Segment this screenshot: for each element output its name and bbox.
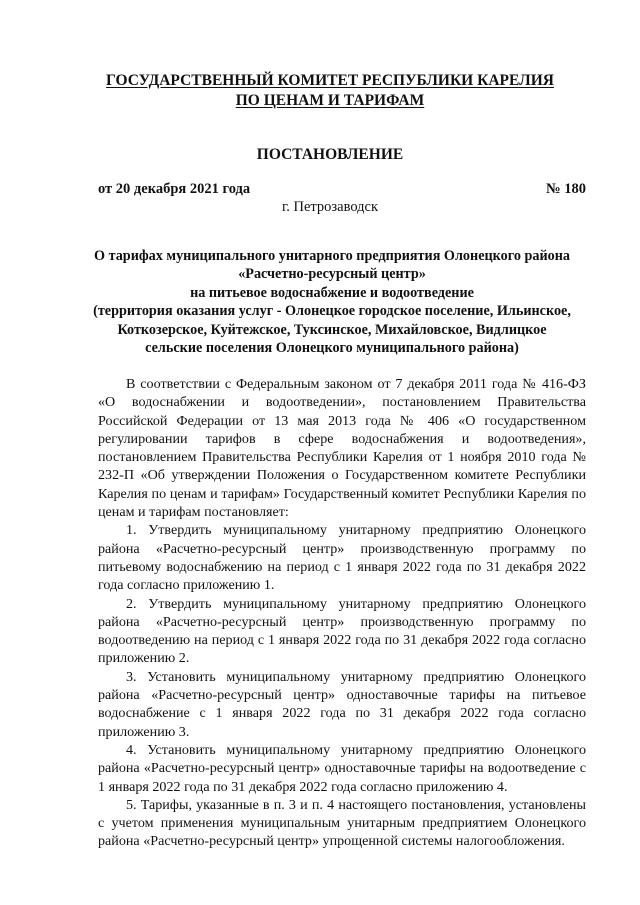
body-item-2: 2. Утвердить муниципальному унитарному предприятию Олонецкого района «Расчетно-ресурсный центр» производственную программу по водоотведению на период с 1 января 2022 года по 31 декабря 2022 года согласно приложению 2.	[98, 595, 586, 667]
title-line: «Расчетно-ресурсный центр»	[238, 266, 426, 283]
document-city: г. Петрозаводск	[281, 199, 379, 215]
body-item-1: 1. Утвердить муниципальному унитарному предприятию Олонецкого района «Расчетно-ресурсный центр» производственную программу по питьевому водоснабжению на период с 1 января 2022 года по 31 декабря 2022 года согласно приложению 1.	[98, 522, 586, 594]
issuer-header-line-1: ГОСУДАРСТВЕННЫЙ КОМИТЕТ РЕСПУБЛИКИ КАРЕЛИЯ	[106, 72, 554, 89]
title-line: О тарифах муниципального унитарного предприятия Олонецкого района	[93, 248, 570, 264]
title-line: (территория оказания услуг - Олонецкое городское поселение, Ильинское,	[93, 303, 571, 320]
issuer-header-line-2: ПО ЦЕНАМ И ТАРИФАМ	[235, 92, 425, 109]
title-line: Коткозерское, Куйтежское, Туксинское, Михайловское, Видлицкое	[117, 321, 547, 338]
body-item-5: 5. Тарифы, указанные в п. 3 и п. 4 настоящего постановления, установлены с учетом применения муниципальным унитарным предприятием Олонецкого района «Расчетно-ресурсный центр» упрощенной системы налогообложения.	[98, 796, 586, 850]
document-title	[72, 247, 592, 357]
document-number: № 180	[546, 181, 586, 197]
body-item-3: 3. Установить муниципальному унитарному предприятию Олонецкого района «Расчетно-ресурсный центр» одноставочные тарифы на питьевое водоснабжение с 1 января 2022 года по 31 декабря 2022 года согласно приложению 3.	[98, 668, 586, 740]
body-intro-paragraph: В соответствии с Федеральным законом от 7 декабря 2011 года № 416-ФЗ «О водоснабжении и водоотведении», постановлением Правительства Российской Федерации от 13 мая 2013 года № 406 «О государственном регулировании тарифов в сфере водоснабжения и водоотведения», постановлением Правительства Республики Карелия от 1 ноября 2010 года № 232-П «Об утверждении Положения о Государственном комитете Республики Карелия по ценам и тарифам» Государственный комитет Республики Карелия по ценам и тарифам постановляет:	[98, 376, 586, 521]
document-body	[98, 375, 586, 851]
body-item-4: 4. Установить муниципальному унитарному предприятию Олонецкого района «Расчетно-ресурсный центр» одноставочные тарифы на водоотведение с 1 января 2022 года по 31 декабря 2022 года согласно приложению 4.	[98, 741, 586, 795]
title-line: сельские поселения Олонецкого муниципального района)	[145, 340, 519, 357]
document-type: ПОСТАНОВЛЕНИЕ	[256, 146, 404, 163]
title-line: на питьевое водоснабжение и водоотведение	[190, 284, 474, 301]
document-date: от 20 декабря 2021 года	[98, 181, 251, 197]
